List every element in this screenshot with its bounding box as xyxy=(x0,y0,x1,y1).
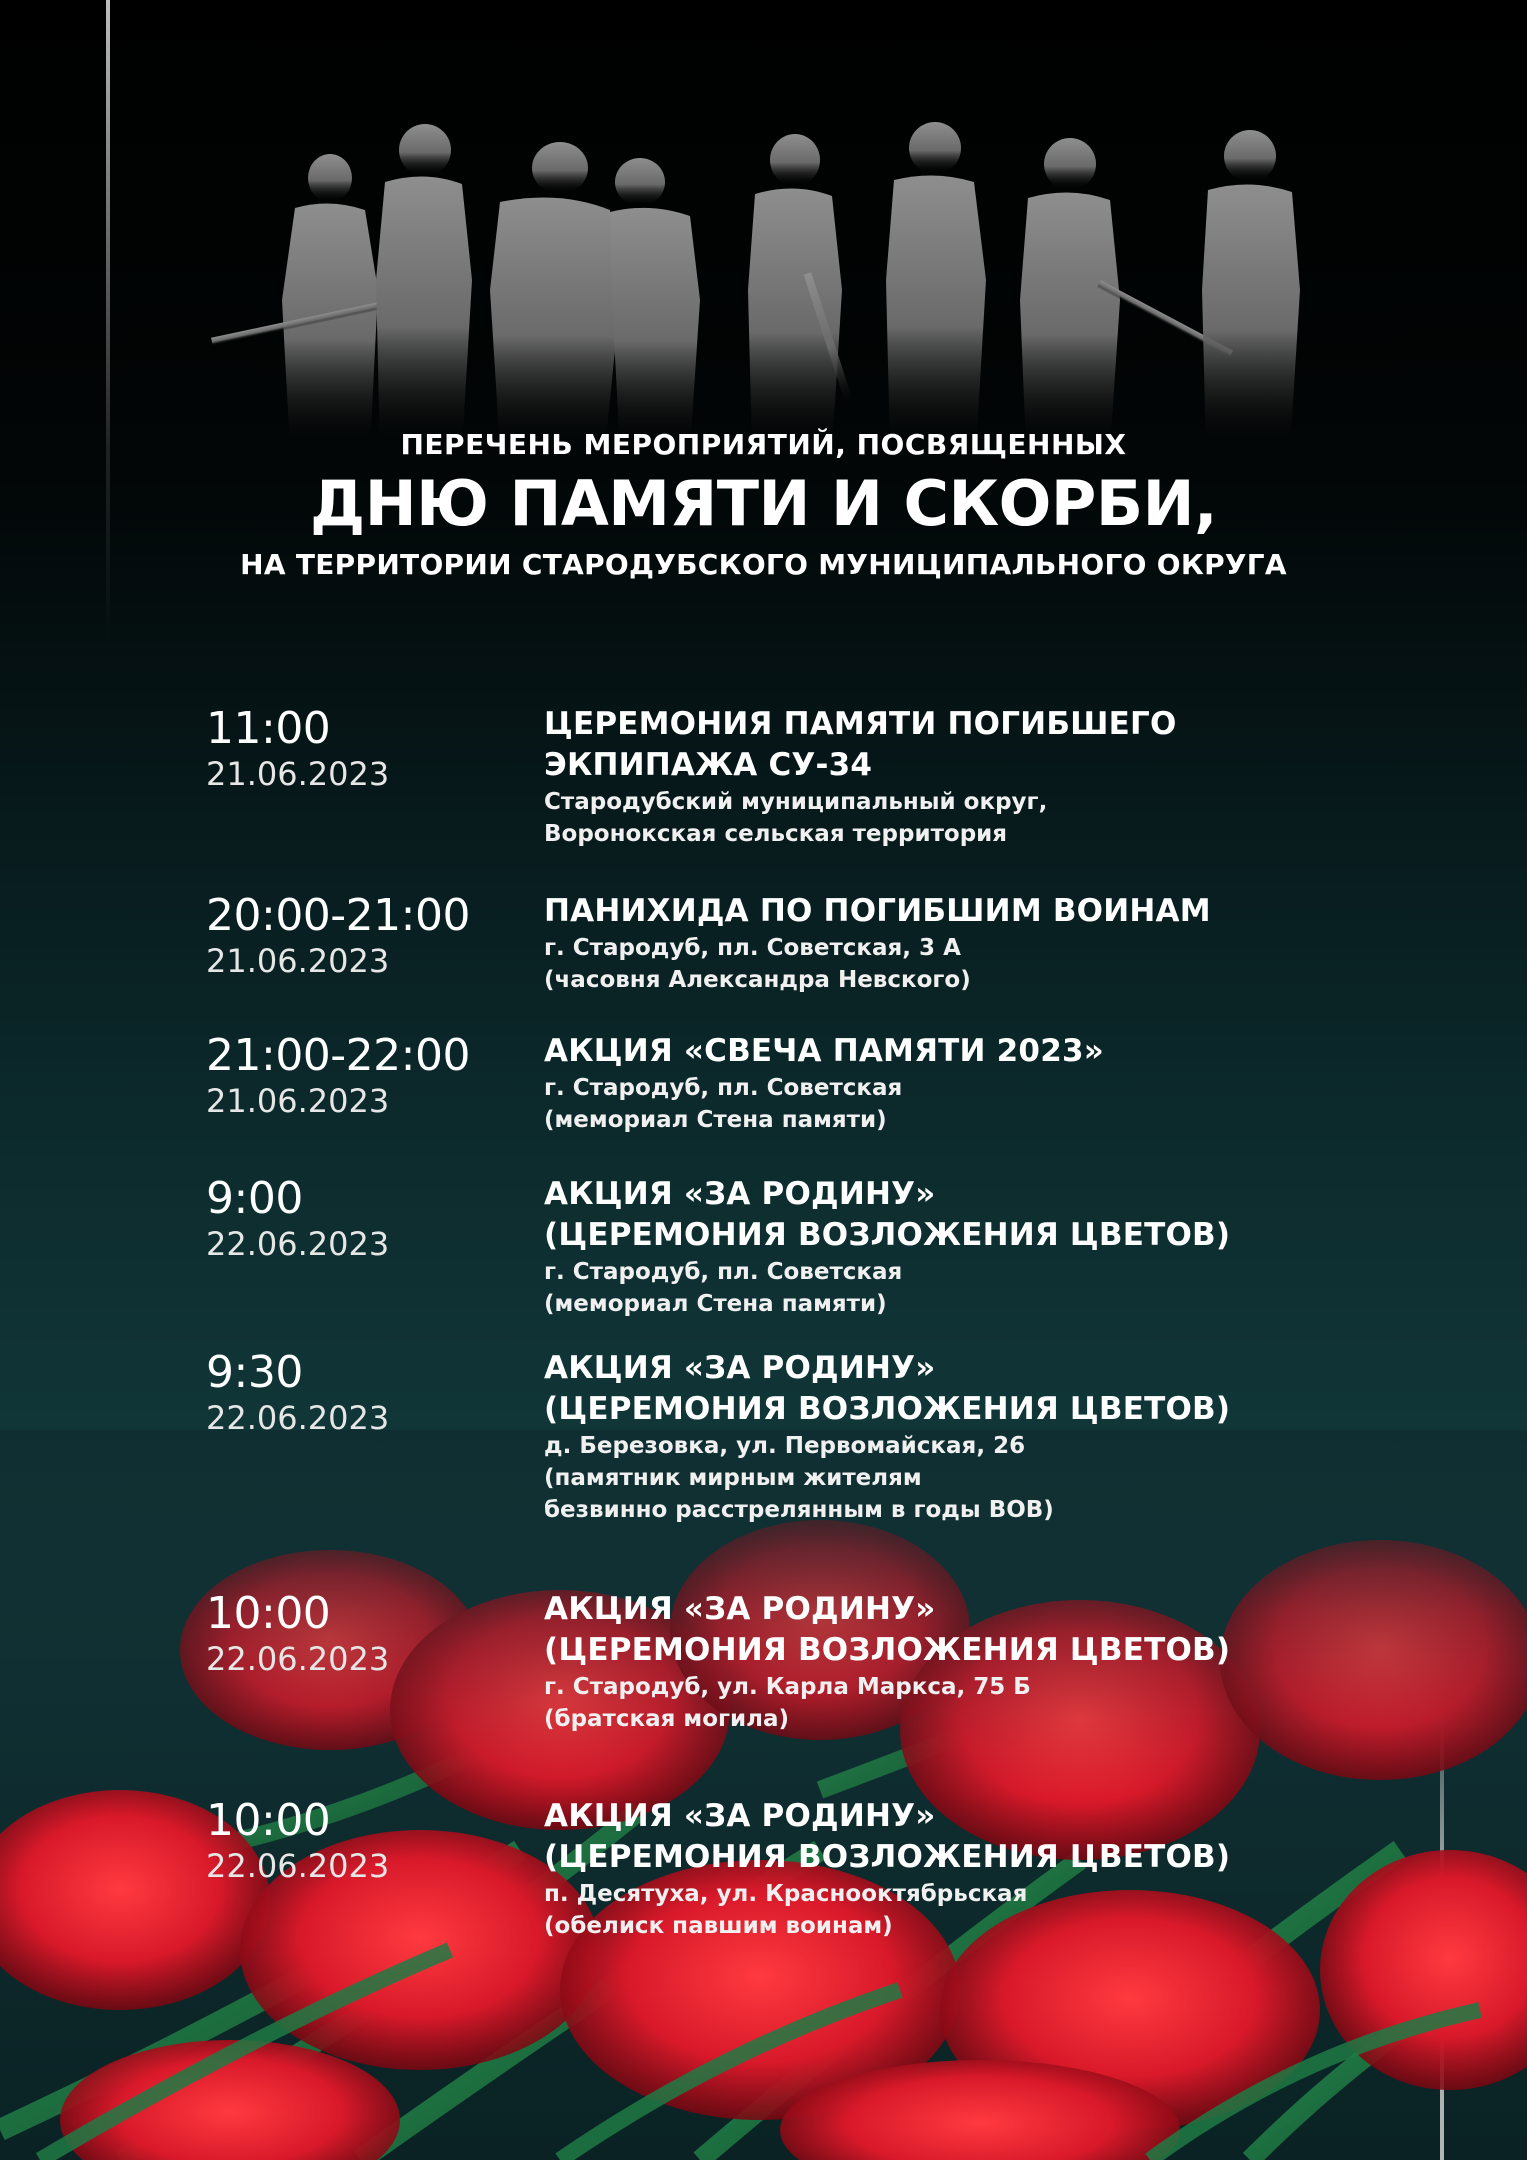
event-location-line: Стародубский муниципальный округ, xyxy=(544,789,1048,815)
event-title-line: ЦЕРЕМОНИЯ ПАМЯТИ ПОГИБШЕГО xyxy=(544,706,1177,742)
event-datetime xyxy=(206,1174,526,1264)
header-line-3: НА ТЕРРИТОРИИ СТАРОДУБСКОГО МУНИЦИПАЛЬНОГО ОКРУГА xyxy=(240,548,1287,581)
header-line-1: ПЕРЕЧЕНЬ МЕРОПРИЯТИЙ, ПОСВЯЩЕННЫХ xyxy=(400,428,1127,461)
event-time: 10:00 xyxy=(206,1795,331,1846)
event-time: 21:00-22:00 xyxy=(206,1030,470,1081)
event-time: 9:00 xyxy=(206,1173,303,1224)
event-details xyxy=(544,1031,1324,1136)
event-title-line: ПАНИХИДА ПО ПОГИБШИМ ВОИНАМ xyxy=(544,893,1211,929)
event-date: 22.06.2023 xyxy=(206,1847,390,1885)
soldier-figure xyxy=(211,154,379,450)
event-title-line: (ЦЕРЕМОНИЯ ВОЗЛОЖЕНИЯ ЦВЕТОВ) xyxy=(544,1391,1231,1427)
event-title-line: (ЦЕРЕМОНИЯ ВОЗЛОЖЕНИЯ ЦВЕТОВ) xyxy=(544,1839,1231,1875)
event-location-line: г. Стародуб, ул. Карла Маркса, 75 Б xyxy=(544,1674,1031,1700)
event-location-line: д. Березовка, ул. Первомайская, 26 xyxy=(544,1433,1026,1459)
event-location-line: Воронокская сельская территория xyxy=(544,821,1008,847)
event-time: 9:30 xyxy=(206,1347,303,1398)
event-datetime xyxy=(206,704,526,794)
event-date: 21.06.2023 xyxy=(206,942,390,980)
poster-header xyxy=(0,425,1527,585)
event-details xyxy=(544,1796,1324,1942)
event-location-line: (часовня Александра Невского) xyxy=(544,967,971,993)
event-title-line: ЭКПИПАЖА СУ-34 xyxy=(544,747,873,783)
event-details xyxy=(544,1348,1324,1526)
event-title-line: АКЦИЯ «ЗА РОДИНУ» xyxy=(544,1798,936,1834)
event-time: 20:00-21:00 xyxy=(206,890,470,941)
event-datetime xyxy=(206,891,526,981)
soldier-figure xyxy=(490,142,620,450)
soldier-figure xyxy=(376,124,472,450)
event-details xyxy=(544,704,1324,850)
soldiers-silhouette-image xyxy=(200,120,1330,450)
event-title-line: АКЦИЯ «ЗА РОДИНУ» xyxy=(544,1591,936,1627)
event-location-line: (памятник мирным жителям xyxy=(544,1465,922,1491)
event-location-line: г. Стародуб, пл. Советская xyxy=(544,1075,903,1101)
event-title-line: АКЦИЯ «ЗА РОДИНУ» xyxy=(544,1350,936,1386)
soldier-figure xyxy=(1202,130,1300,450)
event-datetime xyxy=(206,1796,526,1886)
event-location-line: п. Десятуха, ул. Краснооктябрьская xyxy=(544,1881,1028,1907)
soldier-figure xyxy=(610,158,700,450)
event-title-line: АКЦИЯ «СВЕЧА ПАМЯТИ 2023» xyxy=(544,1033,1104,1069)
event-datetime xyxy=(206,1348,526,1438)
event-time: 10:00 xyxy=(206,1588,331,1639)
soldier-figure xyxy=(748,134,854,450)
event-date: 22.06.2023 xyxy=(206,1225,390,1263)
event-datetime xyxy=(206,1589,526,1679)
event-details xyxy=(544,1589,1324,1735)
soldier-figure xyxy=(1020,138,1233,450)
event-title-line: АКЦИЯ «ЗА РОДИНУ» xyxy=(544,1176,936,1212)
event-location-line: (обелиск павшим воинам) xyxy=(544,1913,893,1939)
event-date: 22.06.2023 xyxy=(206,1399,390,1437)
event-time: 11:00 xyxy=(206,703,331,754)
event-location-line: (мемориал Стена памяти) xyxy=(544,1291,887,1317)
event-date: 21.06.2023 xyxy=(206,1082,390,1120)
soldier-figure xyxy=(886,122,986,450)
event-location-line: (мемориал Стена памяти) xyxy=(544,1107,887,1133)
event-location-line: (братская могила) xyxy=(544,1706,790,1732)
event-details xyxy=(544,891,1324,996)
header-title: ДНЮ ПАМЯТИ И СКОРБИ, xyxy=(309,467,1218,540)
event-location-line: безвинно расстрелянным в годы ВОВ) xyxy=(544,1497,1054,1523)
event-details xyxy=(544,1174,1324,1320)
event-location-line: г. Стародуб, пл. Советская, 3 А xyxy=(544,935,961,961)
event-title-line: (ЦЕРЕМОНИЯ ВОЗЛОЖЕНИЯ ЦВЕТОВ) xyxy=(544,1217,1231,1253)
event-title-line: (ЦЕРЕМОНИЯ ВОЗЛОЖЕНИЯ ЦВЕТОВ) xyxy=(544,1632,1231,1668)
event-location-line: г. Стародуб, пл. Советская xyxy=(544,1259,903,1285)
event-datetime xyxy=(206,1031,526,1121)
event-date: 22.06.2023 xyxy=(206,1640,390,1678)
event-date: 21.06.2023 xyxy=(206,755,390,793)
